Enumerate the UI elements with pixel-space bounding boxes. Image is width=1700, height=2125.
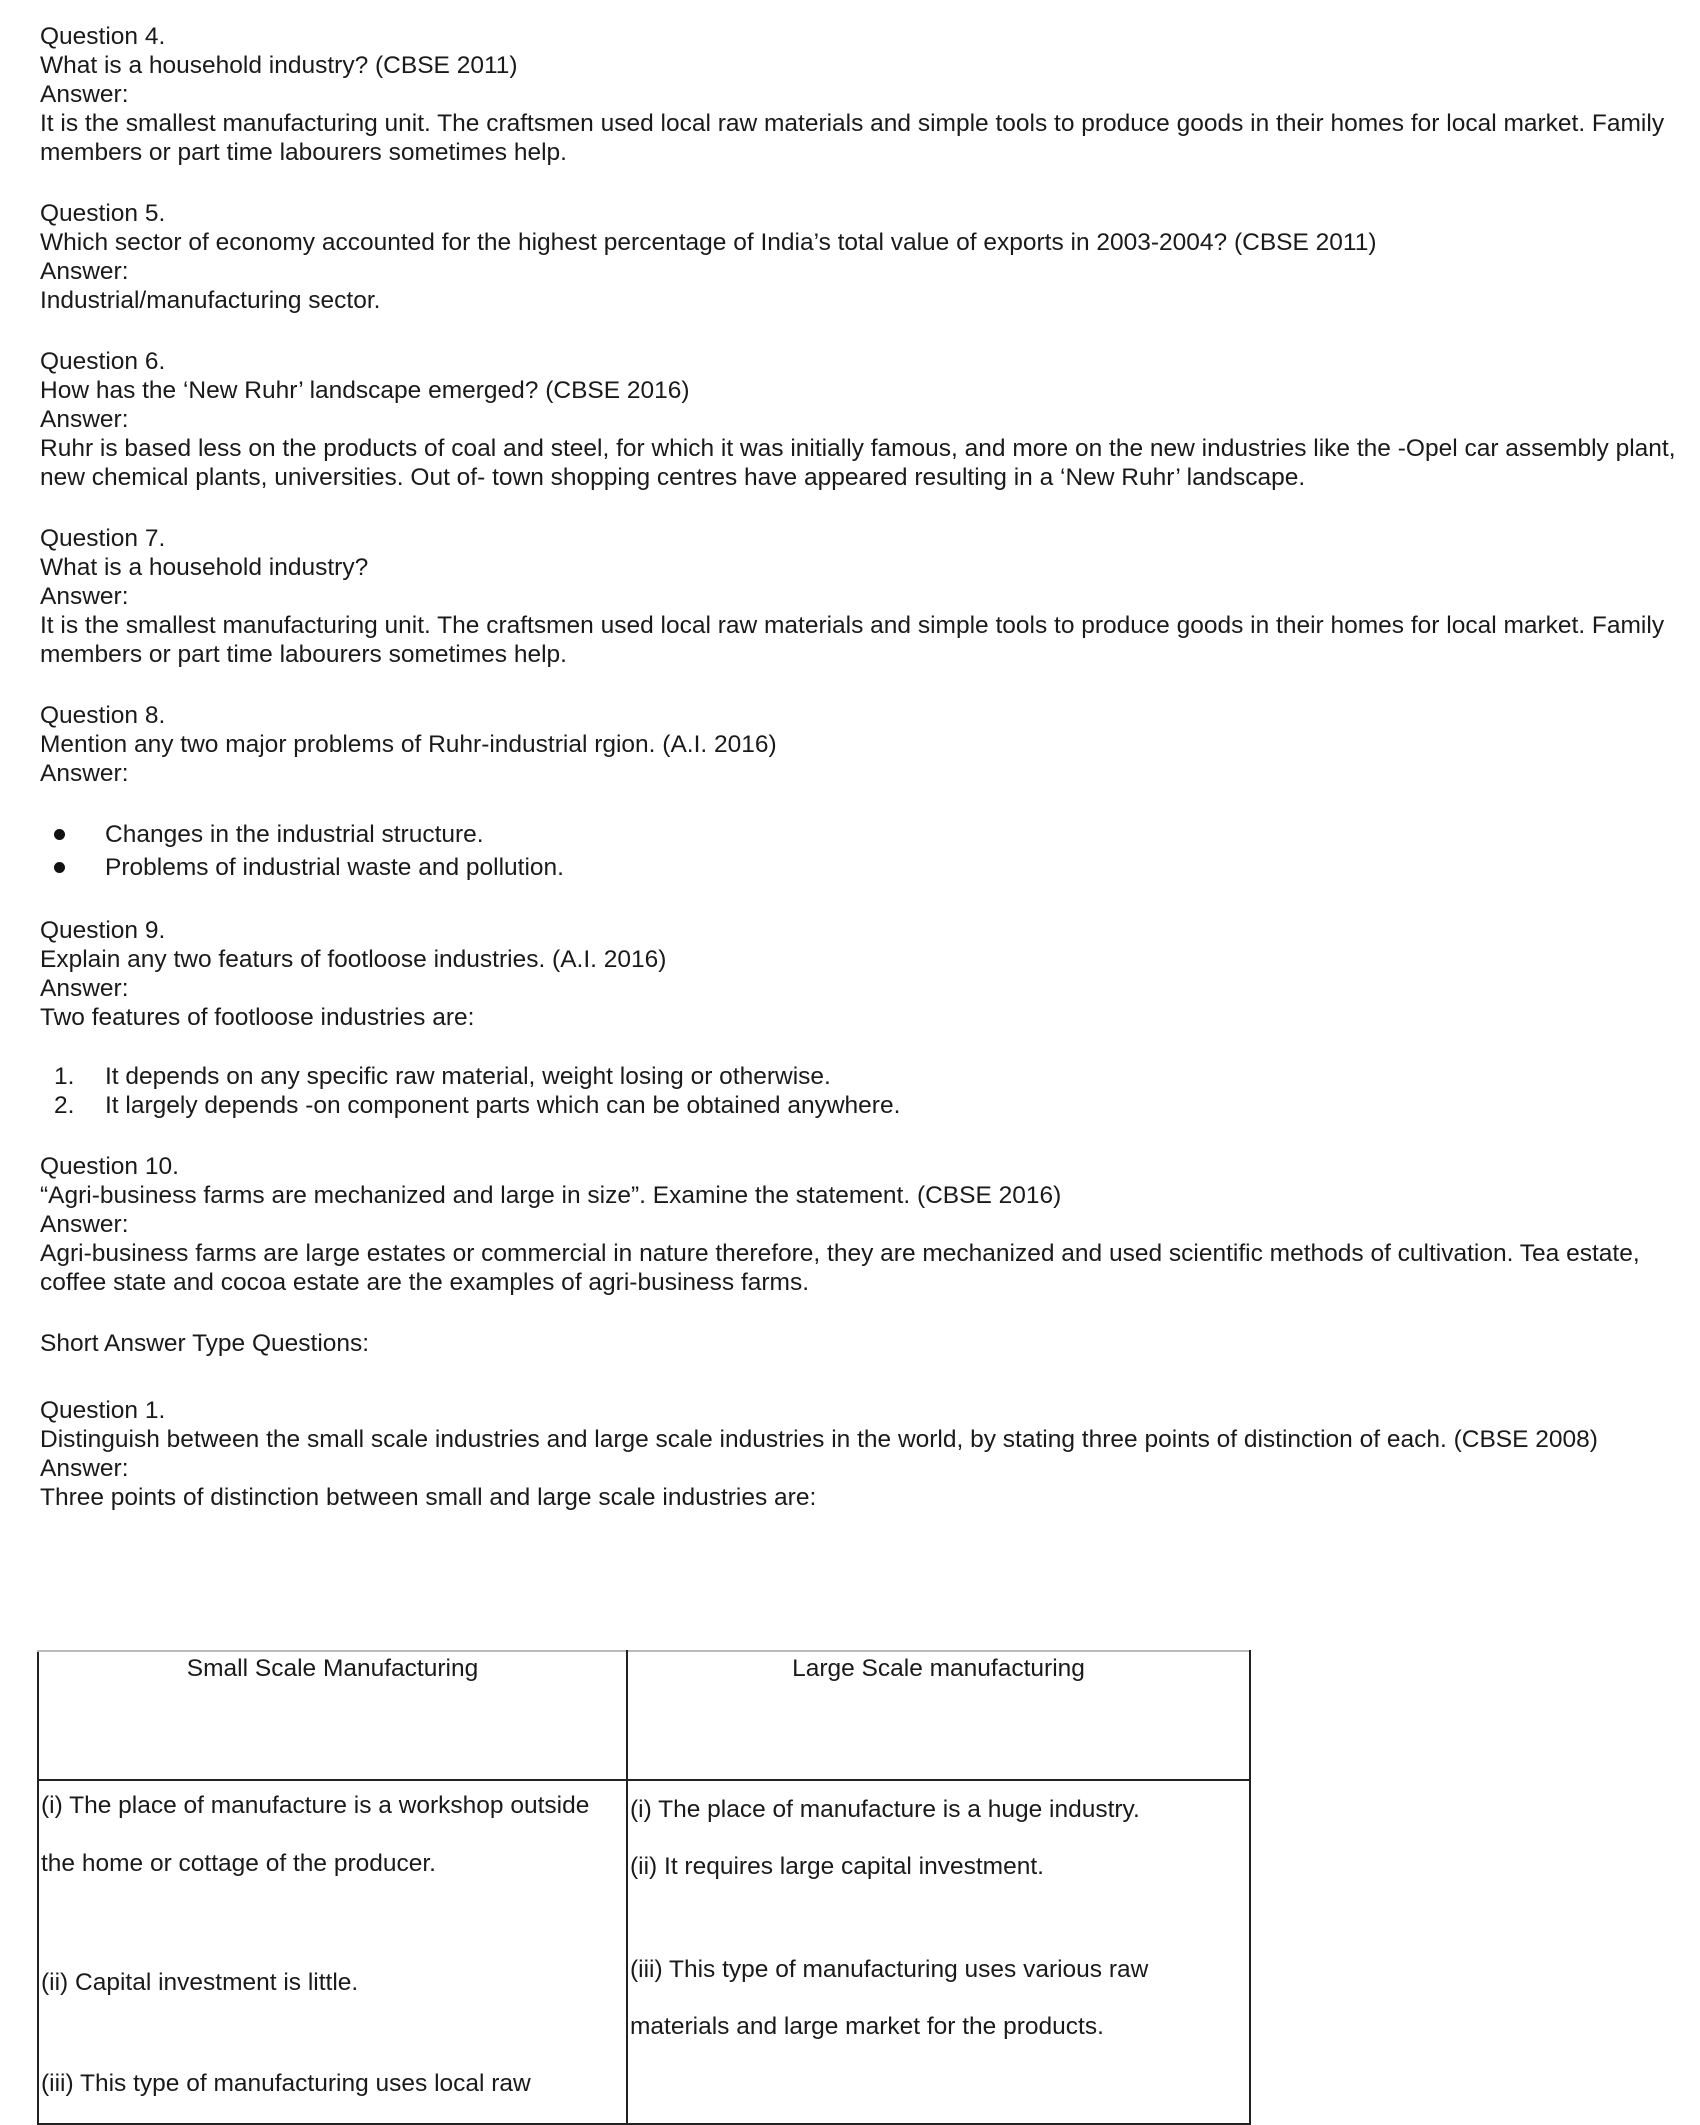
answer-text: Agri-business farms are large estates or commercial in nature therefore, they are mechanized and used scientific methods of cultivation. Tea estate, coffee state and cocoa estate are the examples of agri-business farms. [40,1240,1640,1296]
cell-text: (i) The place of manufacture is a huge industry. [630,1796,1140,1823]
table-header-row [38,1651,1250,1780]
cell-text: (i) The place of manufacture is a workshop outside [41,1792,590,1819]
table-row [38,1780,1250,2124]
question-text: Mention any two major problems of Ruhr-industrial rgion. (A.I. 2016) [40,731,777,758]
question-10-block [40,1152,1680,1297]
answer-text: Two features of footloose industries are: [40,1004,475,1031]
question-text: Distinguish between the small scale industries and large scale industries in the world, by stating three points of distinction of each. (CBSE 2008) [40,1426,1598,1453]
question-text: What is a household industry? (CBSE 2011) [40,52,518,79]
answer-text: Ruhr is based less on the products of coal and steel, for which it was initially famous, and more on the new industries like the -Opel car assembly plant, new chemical plants, universities. Out of- town shopping centres have appeared resulting in a ‘New Ruhr’ landscape. [40,435,1676,491]
document-page [40,22,1680,1544]
answer-bullet-list [40,818,1680,884]
cell-text: (ii) It requires large capital investment. [630,1853,1044,1880]
question-label: Question 1. [40,1397,166,1424]
question-label: Question 8. [40,702,166,729]
answer-text: It is the smallest manufacturing unit. The craftsmen used local raw materials and simple tools to produce goods in their homes for local market. Family members or part time labourers sometimes help. [40,612,1665,668]
question-text: What is a household industry? [40,554,369,581]
question-7-block [40,524,1680,669]
list-item-text: It depends on any specific raw material, weight losing or otherwise. [105,1063,831,1090]
question-9-block [40,916,1680,1120]
question-label: Question 4. [40,23,166,50]
list-item: Changes in the industrial structure. [40,818,1680,851]
answer-label: Answer: [40,1211,129,1238]
cell-text: (iii) This type of manufacturing uses local raw [41,2070,531,2097]
answer-numbered-list [40,1062,1680,1120]
cell-text: (ii) Capital investment is little. [41,1969,359,1996]
small-scale-cell [38,1780,627,2124]
question-6-block [40,347,1680,492]
answer-label: Answer: [40,1455,129,1482]
question-text: How has the ‘New Ruhr’ landscape emerged? (CBSE 2016) [40,377,690,404]
question-label: Question 10. [40,1153,179,1180]
list-item [40,1091,1680,1120]
question-label: Question 9. [40,917,166,944]
list-item-text: It largely depends -on component parts which can be obtained anywhere. [105,1092,901,1119]
short-question-1-block [40,1396,1680,1512]
question-text: Explain any two featurs of footloose industries. (A.I. 2016) [40,946,667,973]
answer-label: Answer: [40,760,129,787]
section-heading: Short Answer Type Questions: [40,1330,370,1357]
question-label: Question 6. [40,348,166,375]
question-text: “Agri-business farms are mechanized and large in size”. Examine the statement. (CBSE 2016) [40,1182,1062,1209]
answer-label: Answer: [40,406,129,433]
question-label: Question 7. [40,525,166,552]
answer-label: Answer: [40,81,129,108]
cell-text: materials and large market for the products. [630,2013,1104,2040]
list-number: 2. [54,1092,75,1119]
answer-label: Answer: [40,583,129,610]
cell-text: the home or cottage of the producer. [41,1850,436,1877]
list-item [40,1062,1680,1091]
cell-text: (iii) This type of manufacturing uses various raw [630,1956,1149,1983]
answer-text: Industrial/manufacturing sector. [40,287,381,314]
answer-text: Three points of distinction between small and large scale industries are: [40,1484,817,1511]
question-text: Which sector of economy accounted for the highest percentage of India’s total value of exports in 2003-2004? (CBSE 2011) [40,229,1377,256]
question-8-block [40,701,1680,884]
list-item: Problems of industrial waste and pollution. [40,851,1680,884]
question-label: Question 5. [40,200,166,227]
list-number: 1. [54,1063,75,1090]
answer-text: It is the smallest manufacturing unit. The craftsmen used local raw materials and simple tools to produce goods in their homes for local market. Family members or part time labourers sometimes help. [40,110,1665,166]
answer-label: Answer: [40,975,129,1002]
column-header-small-scale: Small Scale Manufacturing [38,1651,627,1780]
column-header-large-scale: Large Scale manufacturing [627,1651,1250,1780]
comparison-table [37,1650,1251,2125]
question-4-block [40,22,1680,167]
answer-label: Answer: [40,258,129,285]
question-5-block [40,199,1680,315]
large-scale-cell [627,1780,1250,2124]
